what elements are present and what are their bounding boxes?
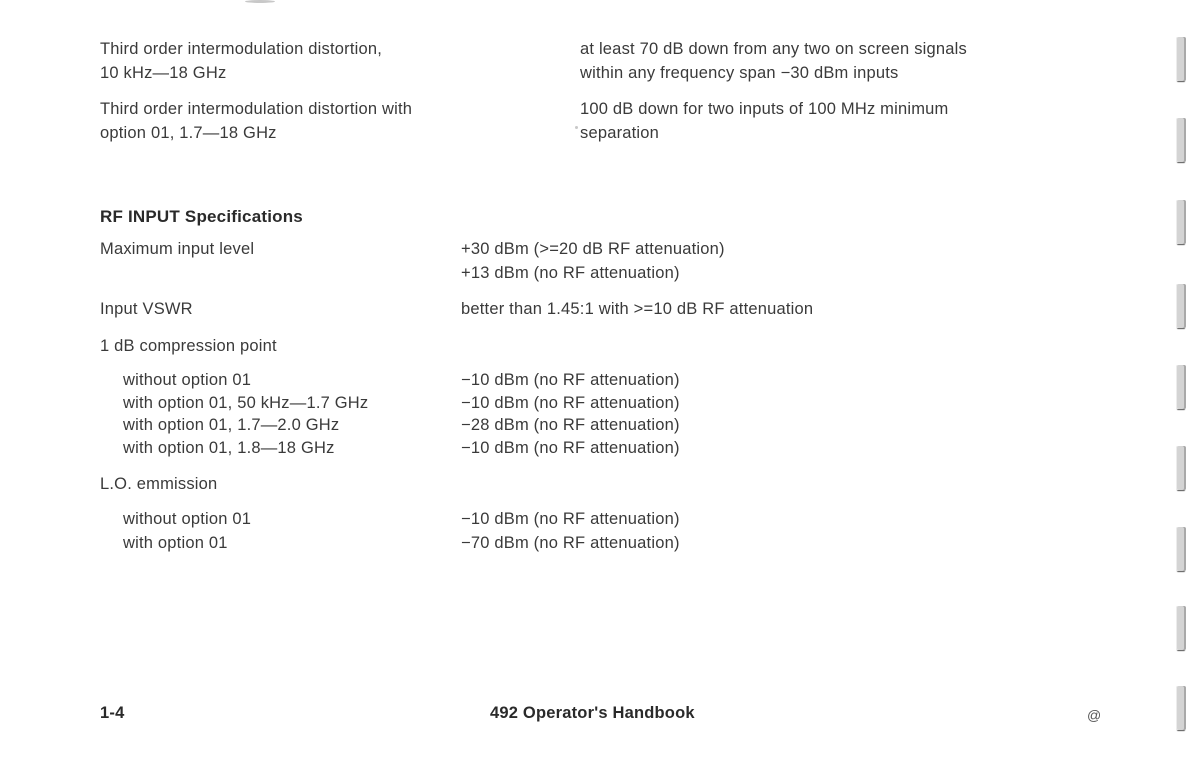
imd-value-1-line-2: within any frequency span −30 dBm inputs — [580, 64, 899, 82]
binder-hole — [1176, 284, 1186, 328]
vswr-label: Input VSWR — [100, 300, 193, 318]
imd-label-2-line-2: option 01, 1.7—18 GHz — [100, 124, 277, 142]
lo-emission-row-label: with option 01 — [123, 534, 228, 552]
lo-emission-label: L.O. emmission — [100, 475, 218, 493]
handbook-title: 492 Operator's Handbook — [490, 704, 695, 722]
binder-hole — [1176, 200, 1186, 244]
lo-emission-row-value: −70 dBm (no RF attenuation) — [461, 534, 680, 552]
compression-row-value: −28 dBm (no RF attenuation) — [461, 416, 680, 435]
compression-row-label: without option 01 — [123, 371, 252, 389]
page-number: 1-4 — [100, 704, 125, 722]
imd-label-2-line-1: Third order intermodulation distortion with — [100, 100, 413, 118]
max-input-label: Maximum input level — [100, 240, 255, 258]
imd-value-1-line-1: at least 70 dB down from any two on screen signals — [580, 40, 967, 58]
max-input-values — [461, 237, 725, 285]
vswr-value: better than 1.45:1 with >=10 dB RF attenuation — [461, 300, 814, 318]
lo-emission-row-label: without option 01 — [123, 510, 252, 528]
compression-row-value: −10 dBm (no RF attenuation) — [461, 438, 680, 457]
imd-value-2-line-1: 100 dB down for two inputs of 100 MHz minimum — [580, 100, 949, 118]
binder-hole — [1176, 118, 1186, 162]
scan-artifact — [575, 126, 578, 129]
compression-row-label: with option 01, 1.7—2.0 GHz — [123, 416, 340, 435]
lo-emission-row-values — [461, 507, 680, 555]
max-input-value-1: +30 dBm (>=20 dB RF attenuation) — [461, 240, 725, 258]
imd-spec-value-2 — [580, 97, 949, 145]
scan-artifact — [245, 0, 275, 3]
imd-value-2-line-2: separation — [580, 124, 660, 142]
imd-label-1-line-1: Third order intermodulation distortion, — [100, 40, 383, 58]
binder-hole — [1176, 446, 1186, 490]
imd-label-1-line-2: 10 kHz—18 GHz — [100, 64, 227, 82]
binder-hole — [1176, 365, 1186, 409]
binder-hole — [1176, 37, 1186, 81]
compression-label: 1 dB compression point — [100, 337, 277, 355]
imd-spec-value-1 — [580, 37, 967, 85]
lo-emission-row-value: −10 dBm (no RF attenuation) — [461, 510, 680, 528]
binder-hole — [1176, 527, 1186, 571]
compression-row-value: −10 dBm (no RF attenuation) — [461, 371, 680, 389]
binder-hole — [1176, 686, 1186, 730]
rf-input-heading: RF INPUT Specifications — [100, 207, 303, 226]
binder-hole — [1176, 606, 1186, 650]
compression-row-label: with option 01, 50 kHz—1.7 GHz — [123, 393, 369, 412]
compression-row-label: with option 01, 1.8—18 GHz — [123, 438, 335, 457]
imd-spec-label-1 — [100, 37, 382, 85]
compression-row-values — [461, 369, 680, 459]
compression-row-labels — [123, 369, 368, 459]
lo-emission-row-labels — [123, 507, 251, 555]
compression-row-value: −10 dBm (no RF attenuation) — [461, 393, 680, 412]
imd-spec-label-2 — [100, 97, 412, 145]
footer-mark: @ — [1087, 707, 1102, 723]
max-input-value-2: +13 dBm (no RF attenuation) — [461, 264, 680, 282]
